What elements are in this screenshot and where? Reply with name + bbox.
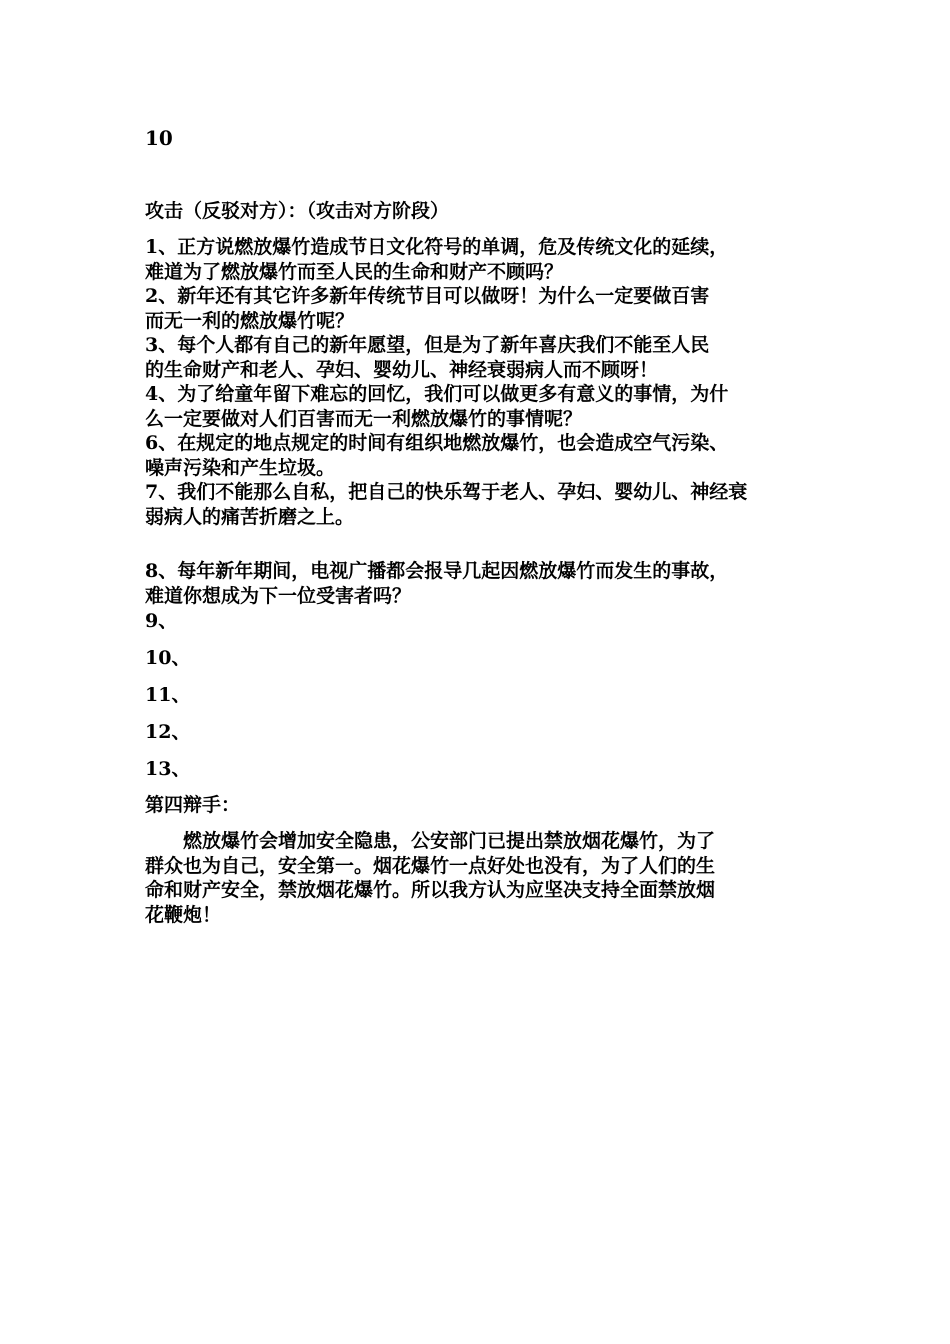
attack-heading: 攻击（反驳对方）：（攻击对方阶段） xyxy=(145,200,450,222)
text-line: 3、每个人都有自己的新年愿望，但是为了新年喜庆我们不能至人民 xyxy=(145,334,710,356)
attack-point-8 xyxy=(145,559,810,608)
empty-list-item: 11、 xyxy=(145,684,191,706)
text-line: 么一定要做对人们百害而无一利燃放爆竹的事情呢？ xyxy=(145,407,583,430)
text-line: 而无一利的燃放爆竹呢？ xyxy=(145,309,355,332)
text-line: 弱病人的痛苦折磨之上。 xyxy=(145,505,355,528)
text-line: 6、在规定的地点规定的时间有组织地燃放爆竹，也会造成空气污染、 xyxy=(145,432,729,454)
text-line: 难道你想成为下一位受害者吗？ xyxy=(145,584,412,607)
attack-points-block xyxy=(145,235,810,529)
text-line: 1、正方说燃放爆竹造成节日文化符号的单调，危及传统文化的延续， xyxy=(145,236,729,258)
text-line: 8、每年新年期间，电视广播都会报导几起因燃放爆竹而发生的事故， xyxy=(145,560,729,582)
text-line: 花鞭炮！ xyxy=(145,903,222,926)
text-line: 噪声污染和产生垃圾。 xyxy=(145,456,336,479)
text-line: 燃放爆竹会增加安全隐患，公安部门已提出禁放烟花爆竹，为了 xyxy=(183,830,716,852)
empty-list-item: 9、 xyxy=(145,610,178,632)
empty-list-item: 10、 xyxy=(145,647,191,669)
closing-statement xyxy=(145,829,813,927)
text-line: 群众也为自己，安全第一。烟花爆竹一点好处也没有，为了人们的生 xyxy=(145,854,716,877)
text-line: 的生命财产和老人、孕妇、婴幼儿、神经衰弱病人而不顾呀！ xyxy=(145,358,659,381)
text-line: 7、我们不能那么自私，把自己的快乐驾于老人、孕妇、婴幼儿、神经衰 xyxy=(145,481,748,503)
fourth-speaker-label: 第四辩手： xyxy=(145,794,241,816)
text-line: 难道为了燃放爆竹而至人民的生命和财产不顾吗？ xyxy=(145,260,564,283)
empty-list-item: 13、 xyxy=(145,758,191,780)
text-line: 2、新年还有其它许多新年传统节目可以做呀！为什么一定要做百害 xyxy=(145,285,710,307)
text-line: 命和财产安全，禁放烟花爆竹。所以我方认为应坚决支持全面禁放烟 xyxy=(145,879,716,901)
text-line: 4、为了给童年留下难忘的回忆，我们可以做更多有意义的事情，为什 xyxy=(145,383,729,405)
page-number: 10 xyxy=(145,126,173,150)
empty-list-item: 12、 xyxy=(145,721,191,743)
